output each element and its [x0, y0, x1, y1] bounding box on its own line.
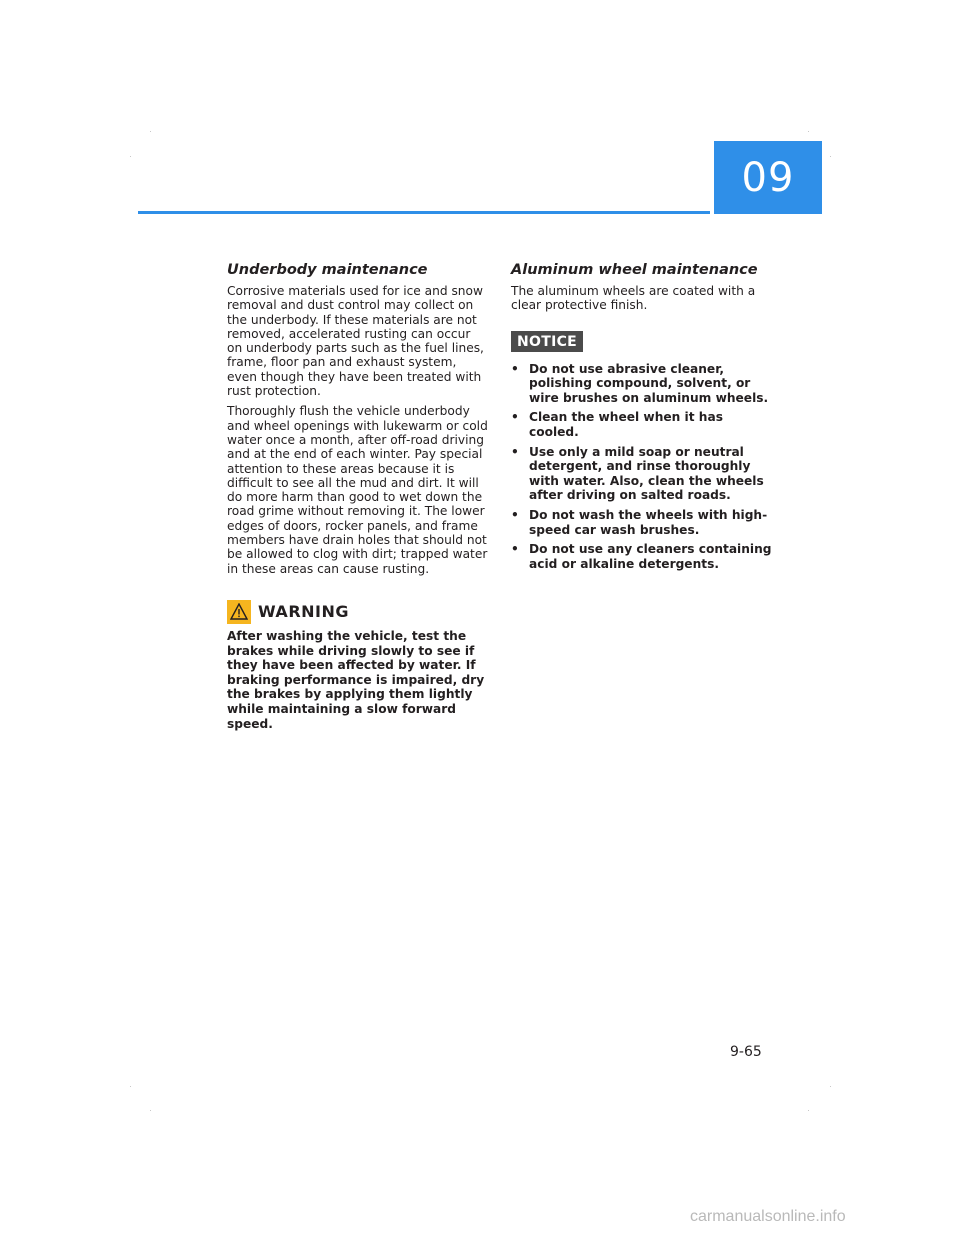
warning-label: WARNING [258, 602, 349, 622]
watermark: carmanualsonline.info [690, 1208, 846, 1225]
chapter-number: 09 [741, 154, 795, 201]
header-rule [138, 211, 710, 214]
crop-mark [150, 1110, 151, 1111]
crop-mark [150, 131, 151, 132]
crop-mark [830, 156, 831, 157]
notice-item: • Clean the wheel when it has cooled. [511, 410, 723, 439]
chapter-tab [714, 141, 822, 214]
notice-item-text: Use only a mild soap or neutral detergent, and rinse thoroughly with water. Also, clean the wheels after driving on salted roads. [529, 444, 764, 503]
page-number: 9-65 [730, 1044, 762, 1060]
crop-mark [830, 1086, 831, 1087]
underbody-paragraph-2: Thoroughly flush the vehicle underbody and wheel openings with lukewarm or cold water once a month, after off-road driving and at the end of each winter. Pay special attention to these areas because it is difficult to see all the mud and dirt. It will do more harm than good to wet down the road grime without removing it. The lower edges of doors, rocker panels, and frame members have drain holes that should not be allowed to clog with dirt; trapped water in these areas can cause rusting. [227, 404, 488, 576]
crop-mark [130, 1086, 131, 1087]
notice-item-text: Do not use abrasive cleaner, polishing compound, solvent, or wire brushes on aluminum wheels. [529, 361, 769, 405]
underbody-heading: Underbody maintenance [227, 262, 428, 278]
notice-badge: NOTICE [511, 331, 583, 352]
notice-item-text: Clean the wheel when it has cooled. [529, 410, 723, 439]
crop-mark [808, 131, 809, 132]
left-column [227, 262, 489, 731]
crop-mark [130, 156, 131, 157]
notice-item-text: Do not wash the wheels with high-speed car wash brushes. [529, 507, 768, 537]
warning-header [227, 600, 489, 624]
underbody-paragraph-1: Corrosive materials used for ice and snow removal and dust control may collect on the underbody. If these materials are not removed, accelerated rusting can occur on underbody parts such as the fuel lines, frame, floor pan and exhaust system, even though they have been treated with rust protection. [227, 284, 484, 399]
notice-item: • Do not use abrasive cleaner, polishing compound, solvent, or wire brushes on aluminum wheels. [511, 361, 769, 405]
warning-triangle-icon [227, 600, 251, 624]
notice-item-text: Do not use any cleaners containing acid or alkaline detergents. [529, 542, 772, 571]
aluminum-wheel-paragraph: The aluminum wheels are coated with a clear protective finish. [511, 284, 756, 313]
right-column [511, 262, 776, 576]
notice-list [511, 362, 776, 572]
aluminum-wheel-heading: Aluminum wheel maintenance [511, 262, 758, 278]
notice-item: • Do not wash the wheels with high-speed car wash brushes. [511, 507, 768, 537]
notice-item: • Use only a mild soap or neutral detergent, and rinse thoroughly with water. Also, clean the wheels after driving on salted roads. [511, 444, 764, 503]
crop-mark [808, 1110, 809, 1111]
notice-item: • Do not use any cleaners containing acid or alkaline detergents. [511, 542, 772, 571]
warning-text: After washing the vehicle, test the brakes while driving slowly to see if they have been affected by water. If braking performance is impaired, dry the brakes by applying them lightly while maintaining a slow forward speed. [227, 628, 485, 731]
